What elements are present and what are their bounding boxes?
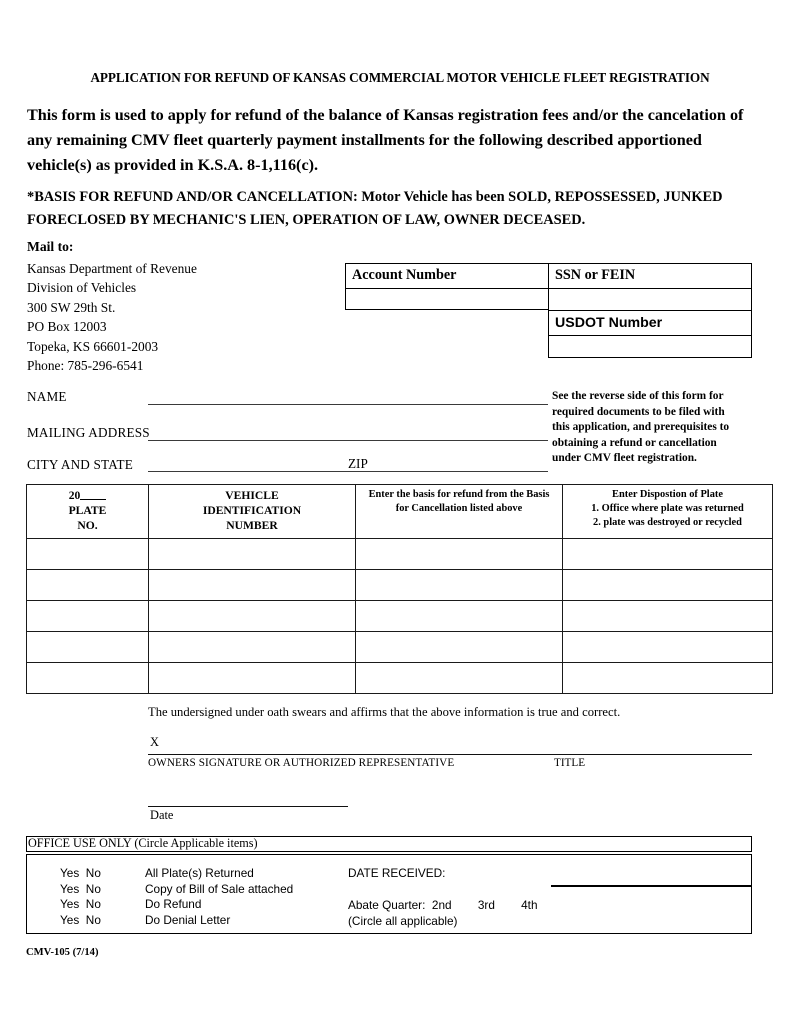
page-title: APPLICATION FOR REFUND OF KANSAS COMMERCIAL MOTOR VEHICLE FLEET REGISTRATION — [90, 70, 710, 85]
mail-to-line: Kansas Department of Revenue — [27, 261, 197, 276]
office-use-item: Do Denial Letter — [145, 912, 231, 927]
mail-to-line: 300 SW 29th St. — [27, 299, 116, 315]
usdot-number-label-cell — [548, 310, 752, 336]
signature-x-mark: X — [150, 735, 159, 749]
cell-disposition[interactable] — [563, 600, 773, 631]
name-label: NAME — [27, 389, 67, 404]
office-use-item: Do Refund — [145, 897, 202, 912]
abate-quarter-label[interactable]: Abate Quarter: 2nd 3rd 4th — [348, 898, 538, 912]
column-header-basis — [356, 485, 563, 539]
cell-plate-no[interactable] — [27, 569, 149, 600]
cell-vin[interactable] — [149, 600, 356, 631]
column-header-plate-no — [27, 485, 149, 539]
ssn-fein-value — [549, 289, 751, 292]
cell-vin[interactable] — [149, 631, 356, 662]
ssn-fein-label: SSN or FEIN — [555, 267, 636, 283]
yes-no-toggle[interactable]: Yes No — [60, 866, 101, 880]
mail-to-line: PO Box 12003 — [27, 319, 107, 335]
disposition-header-line: 2. plate was destroyed or recycled — [593, 517, 742, 528]
office-use-header: OFFICE USE ONLY (Circle Applicable items) — [28, 836, 258, 850]
basis-header-line: Enter the basis for refund from the Basis — [368, 489, 550, 500]
column-header-vin — [149, 485, 356, 539]
usdot-number-label: USDOT Number — [555, 315, 663, 331]
mailing-address-label: MAILING ADDRESS — [27, 425, 150, 440]
form-number: CMV-105 (7/14) — [26, 947, 99, 958]
yes-no-toggle[interactable]: Yes No — [60, 881, 101, 896]
reverse-note-line: See the reverse side of this form for — [552, 390, 724, 402]
date-received-input[interactable] — [551, 885, 751, 887]
cell-basis[interactable] — [356, 600, 563, 631]
mail-to-line: Topeka, KS 66601-2003 — [27, 338, 159, 354]
basis-line-1: *BASIS FOR REFUND AND/OR CANCELLATION: Motor Vehicle has been SOLD, REPOSSESSED, JUNKED — [27, 189, 723, 205]
reverse-note-line: under CMV fleet registration. — [552, 452, 697, 465]
vin-header-line: VEHICLE — [225, 489, 279, 502]
mail-to-label: Mail to: — [27, 239, 74, 254]
plate-year-text: 20 — [68, 489, 81, 502]
reverse-note-line: this application, and prerequisites to — [552, 421, 730, 434]
plate-header-line: PLATE — [68, 504, 107, 518]
reverse-note-line: obtaining a refund or cancellation — [552, 436, 717, 449]
zip-label: ZIP — [348, 456, 368, 471]
cell-vin[interactable] — [149, 538, 356, 569]
disposition-header-line: 1. Office where plate was returned — [591, 503, 744, 514]
signature-label: OWNERS SIGNATURE OR AUTHORIZED REPRESENTATIVE — [148, 757, 455, 769]
plate-year-blank[interactable] — [80, 499, 106, 500]
cell-basis[interactable] — [356, 538, 563, 569]
table-row — [27, 600, 773, 631]
usdot-number-input[interactable] — [548, 335, 752, 358]
abate-quarter-group — [348, 898, 538, 929]
basis-paragraph — [27, 186, 757, 232]
city-and-state-label: CITY AND STATE — [27, 457, 134, 472]
cell-vin[interactable] — [149, 569, 356, 600]
vehicle-table — [26, 484, 773, 694]
date-input[interactable] — [148, 806, 348, 807]
account-number-label: Account Number — [352, 267, 457, 283]
mail-to-line: Phone: 785-296-6541 — [27, 358, 144, 374]
basis-header-line: for Cancellation listed above — [395, 503, 523, 514]
cell-plate-no[interactable] — [27, 662, 149, 693]
office-use-item: Copy of Bill of Sale attached — [145, 881, 294, 896]
table-body — [27, 538, 773, 693]
yes-no-toggle[interactable]: Yes No — [60, 912, 101, 927]
ssn-fein-label-cell — [548, 263, 752, 289]
cell-basis[interactable] — [356, 631, 563, 662]
cell-disposition[interactable] — [563, 538, 773, 569]
account-number-input[interactable] — [345, 288, 549, 310]
cell-disposition[interactable] — [563, 662, 773, 693]
cell-disposition[interactable] — [563, 569, 773, 600]
abate-quarter-note: (Circle all applicable) — [348, 913, 458, 928]
reverse-side-note — [552, 389, 762, 467]
cell-plate-no[interactable] — [27, 538, 149, 569]
title-label: TITLE — [554, 757, 586, 769]
table-row — [27, 631, 773, 662]
city-state-zip-input[interactable] — [148, 471, 548, 472]
cell-plate-no[interactable] — [27, 631, 149, 662]
table-row — [27, 538, 773, 569]
plate-header-line: NO. — [77, 519, 98, 533]
vin-header-line: IDENTIFICATION — [202, 504, 302, 518]
table-header-row — [27, 485, 773, 539]
cell-basis[interactable] — [356, 569, 563, 600]
ssn-fein-input[interactable] — [548, 288, 752, 311]
cell-basis[interactable] — [356, 662, 563, 693]
yes-no-toggle[interactable]: Yes No — [60, 897, 101, 912]
table-row — [27, 569, 773, 600]
reverse-note-line: required documents to be filed with — [552, 405, 725, 418]
mail-to-address — [27, 259, 197, 375]
name-input[interactable] — [148, 404, 548, 405]
cell-vin[interactable] — [149, 662, 356, 693]
signature-input[interactable] — [148, 754, 752, 755]
date-label: Date — [150, 808, 174, 822]
oath-statement: The undersigned under oath swears and affirms that the above information is true and correct. — [148, 705, 621, 719]
mailing-address-input[interactable] — [148, 440, 548, 441]
office-use-item: All Plate(s) Returned — [145, 866, 254, 880]
table-row — [27, 662, 773, 693]
disposition-header-line: Enter Dispostion of Plate — [612, 489, 723, 500]
vin-header-line: NUMBER — [226, 519, 278, 533]
account-number-value — [346, 289, 548, 292]
intro-paragraph: This form is used to apply for refund of the balance of Kansas registration fees and/or the cancelation of any remaining CMV fleet quarterly payment installments for the following described apportioned vehicle(s) as provided in K.S.A. 8-1,116(c). — [27, 106, 744, 174]
column-header-disposition — [563, 485, 773, 539]
plate-year-prefix — [29, 488, 146, 503]
basis-line-2: FORECLOSED BY MECHANIC'S LIEN, OPERATION OF LAW, OWNER DECEASED. — [27, 212, 586, 228]
account-number-label-cell — [345, 263, 549, 289]
usdot-number-value — [549, 336, 751, 340]
cell-plate-no[interactable] — [27, 600, 149, 631]
office-use-items-column — [145, 866, 293, 928]
cell-disposition[interactable] — [563, 631, 773, 662]
office-use-yes-no-column — [60, 866, 101, 928]
date-received-label: DATE RECEIVED: — [348, 866, 446, 880]
mail-to-line: Division of Vehicles — [27, 280, 137, 296]
